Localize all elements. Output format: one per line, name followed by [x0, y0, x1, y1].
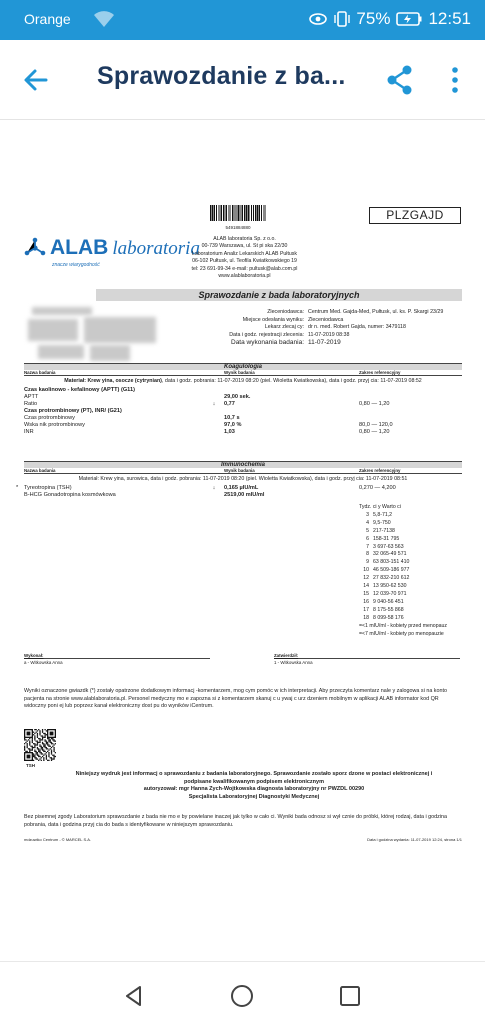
- meta-key: Miejsce odesłania wyniku:: [242, 316, 304, 323]
- hcg-range: 3 697-63 563: [373, 543, 404, 550]
- brand-tagline: znacze wiarygodność: [52, 262, 100, 268]
- result-row: [24, 394, 462, 401]
- meta-value: 11-07-2019 08:38: [308, 331, 350, 338]
- meta-key: Lekarz zlecaj cy:: [264, 324, 304, 331]
- meta-key: Data wykonania badania:: [231, 339, 304, 347]
- meta-row: [174, 317, 462, 324]
- result-value: 10,7 s: [224, 414, 240, 421]
- hcg-week: 4: [366, 519, 369, 526]
- test-name-text: Tyreotropina (TSH): [24, 484, 72, 491]
- hcg-ref-row: [359, 512, 462, 520]
- hcg-range: 13 950-62 530: [373, 583, 407, 590]
- signature-note-line: Niniejszy wydruk jest informacj o sprawozdaniu z badania laboratoryjnego. Sprawozdanie zostało sporz dzone w postaci elektronicznej i: [75, 771, 433, 777]
- wifi-icon: [93, 10, 115, 28]
- section-title: Immunochemia: [24, 461, 462, 468]
- page-title: Sprawozdanie z ba...: [97, 62, 346, 90]
- reference-range: 80,0 — 120,0: [359, 421, 393, 428]
- test-name: [16, 484, 204, 492]
- result-row: [24, 415, 462, 422]
- result-flag: [204, 429, 224, 436]
- coagulology-results: [24, 387, 462, 436]
- hcg-week: 16: [363, 598, 369, 605]
- hcg-range: 8 099-58 176: [373, 614, 404, 621]
- hcg-range: 9,5-750: [373, 519, 391, 526]
- hcg-range: 12 039-70 971: [373, 590, 407, 597]
- test-name: INR: [24, 428, 34, 435]
- alab-logo: [24, 235, 200, 279]
- result-flag: [204, 492, 224, 499]
- result-value: 29,00 sek.: [224, 393, 251, 400]
- result-row: [24, 429, 462, 436]
- hcg-week: 14: [363, 583, 369, 590]
- hcg-ref-row: [359, 551, 462, 559]
- result-flag: [204, 422, 224, 429]
- hcg-range: 9 040-56 451: [373, 598, 404, 605]
- arrow-back-icon[interactable]: [20, 64, 52, 96]
- reference-range: 0,80 — 1,20: [359, 428, 390, 435]
- hcg-ref-row: [359, 599, 462, 607]
- document-footer: mdzuwiko Centrum - © MARCEL S.A. Data i godzina wydania: 11-07-2019 12:24, strona 1/1: [24, 837, 462, 842]
- electronic-signature-note: [54, 771, 454, 802]
- status-bar: [0, 0, 485, 40]
- lab-info-line: ALAB laboratoria Sp. z o.o.: [213, 236, 276, 242]
- material-info: Materiał: Krew yina, surowica, data i godz. pobrania: 11-07-2019 08:20 (piel. Wioletta Kwiatkowska), data i godz. przyj cia: 11-07-2019 08:51: [78, 476, 408, 482]
- meta-row: [174, 324, 462, 331]
- share-icon[interactable]: [386, 64, 414, 96]
- more-vert-icon[interactable]: [445, 64, 465, 96]
- clock: 12:51: [428, 9, 471, 28]
- hcg-range: 63 803-151 410: [373, 559, 410, 566]
- test-name-text: B-HCG Gonadotropina kosmówkowa: [24, 491, 116, 498]
- nav-back-icon[interactable]: [122, 984, 146, 1008]
- section-immunochemistry: [16, 461, 462, 499]
- hcg-week: 6: [366, 535, 369, 542]
- hcg-week: 10: [363, 567, 369, 574]
- navigation-bar: [0, 961, 485, 1024]
- vibrate-icon: [334, 10, 350, 28]
- hcg-week: 8: [366, 551, 369, 558]
- hcg-week: 17: [363, 606, 369, 613]
- test-name: Czas protrombinowy: [24, 414, 75, 421]
- result-row: [24, 492, 462, 499]
- hcg-ref-row: [359, 591, 462, 599]
- alab-logo-icon: [24, 237, 46, 259]
- test-name: Ratio: [24, 400, 38, 407]
- hcg-reference-table: [359, 504, 462, 638]
- hcg-range: 32 065-49 571: [373, 551, 407, 558]
- reference-range: [359, 492, 462, 499]
- column-headers: Nazwa badania Wynik badania Zakres referencyjny: [24, 370, 462, 376]
- carrier-name: Orange: [24, 11, 71, 27]
- hcg-week: 3: [366, 511, 369, 518]
- hcg-ref-row: [359, 575, 462, 583]
- battery-percent: 75%: [356, 9, 391, 28]
- hcg-ref-row: [359, 583, 462, 591]
- signature-note-line: Specjalista Laboratoryjnej Diagnostyki Medycznej: [188, 794, 320, 801]
- signature-note-line: autoryzował: mgr Hanna Zych-Wojtkowska diagnosta laboratoryjny nr PWZDL 00290: [143, 786, 365, 793]
- section-title: Koagulologia: [24, 363, 462, 370]
- nav-home-icon[interactable]: [230, 984, 254, 1008]
- brand-name: ALAB laboratoria: [50, 236, 200, 259]
- result-value: 2519,00 mIU/ml: [224, 491, 265, 498]
- hcg-range: 217-7138: [373, 527, 395, 534]
- nav-recents-icon[interactable]: [338, 984, 362, 1008]
- report-title: Sprawozdanie z bada laboratoryjnych: [96, 289, 462, 301]
- meta-row: [174, 332, 462, 339]
- meta-value: 11-07-2019: [308, 339, 341, 347]
- reference-range: [359, 394, 462, 401]
- hcg-ref-row: [359, 528, 462, 536]
- material-info: Materiał: Krew yina, osocze (cytrynian), data i godz. pobrania: 11-07-2019 08:20 (piel. Wioletta Kwiatkowska), data i godz. przyj cia: 11-07-2019 08:52: [64, 378, 422, 384]
- patient-data-redacted: [28, 305, 163, 363]
- status-icons: [308, 9, 471, 29]
- result-value: 0,77: [224, 400, 235, 407]
- meta-key: Zleceniodawca:: [267, 309, 304, 315]
- hcg-week: 18: [363, 614, 369, 621]
- result-row: [24, 422, 462, 429]
- column-headers: Nazwa badania Wynik badania Zakres referencyjny: [24, 468, 462, 474]
- lab-info-line: 00-739 Warszawa, ul. St pi ska 22/30: [201, 243, 288, 250]
- comment-note: Wyniki oznaczone gwiazdk (*) zostały opatrzone dodatkowym informacj -komentarzem, mog cym pomóc w ich interpretacji. Aby przeczyta komentarz nale y zalogowa si na konto pacjenta na stronie www.alablaboratoria.pl. Personel medyczny mo e zapozna si z komentarzem skanuj c u ywaj c urz dzeniem mobilnym w aplikacji ALAB informator kod QR widoczny poni ej lub poprzez kanał elektroniczny dost pu do wyników iCentrum.: [24, 688, 447, 710]
- battery-charging-icon: [396, 11, 422, 27]
- meta-row: [174, 309, 462, 316]
- result-value: 1,03: [224, 428, 235, 435]
- hcg-ref-row: [359, 615, 462, 623]
- lab-info-line: 06-102 Pułtusk, ul. Teofila Kwiatkowskiego 19: [192, 258, 297, 265]
- result-flag: ↓: [212, 400, 216, 407]
- hcg-range: 5,8-71,2: [373, 511, 393, 518]
- test-name: [24, 492, 204, 499]
- result-row: [24, 401, 462, 408]
- reference-range: 0,80 — 1,20: [359, 400, 390, 407]
- signature-note-line: podpisane kwalifikowanym podpisem elektronicznym: [184, 778, 324, 785]
- test-name: Wska nik protrombinowy: [24, 421, 85, 428]
- hcg-note: =<1 mIU/ml - kobiety przed menopauz: [359, 622, 447, 629]
- hcg-ref-row: [359, 567, 462, 575]
- comment-marker: *: [16, 484, 19, 491]
- result-row: [16, 484, 462, 492]
- meta-key: Data i godz. rejestracji zlecenia:: [229, 331, 304, 338]
- lab-info: [172, 236, 317, 280]
- qr-label: TSH: [26, 763, 35, 768]
- reference-range: [359, 415, 462, 422]
- lab-info-line: Laboratorium Analiz Lekarskich ALAB Pułtusk: [192, 250, 297, 257]
- hcg-ref-row: [359, 607, 462, 615]
- hcg-ref-header: Tydz. ci y Warto ci: [359, 504, 401, 510]
- test-group-name: Czas kaolinowo - kefalinowy (APTT) (G11): [24, 386, 135, 393]
- result-value: 0,165 µIU/mL: [224, 484, 259, 491]
- immunochemistry-results: [16, 484, 462, 499]
- sample-code: PLZGAJD: [369, 207, 461, 224]
- hcg-week: 12: [363, 575, 369, 582]
- result-value: 97,0 %: [224, 421, 242, 428]
- lab-info-line: tel: 23 691-99-34 e-mail: pultusk@alab.com.pl: [191, 265, 298, 272]
- meta-value: Zleceniodawca: [308, 316, 344, 323]
- test-group-name: Czas protrombinowy (PT), INR/ (G21): [24, 407, 122, 414]
- barcode: [210, 205, 266, 229]
- hcg-range: 46 509-186 977: [373, 567, 410, 574]
- result-flag: [204, 394, 224, 401]
- result-flag: [204, 415, 224, 422]
- legal-note: Bez pisemnej zgody Laboratorium sprawozdanie z bada nie mo e by powielane inaczej jak tylko w cało ci. Wyniki bada odnosz si wył cznie do próbki, której rodzaj, data i godzina pobrania, data i godzina przyj cia do bada s identyfikowane w niniejszym sprawozdaniu.: [24, 814, 448, 828]
- lab-info-line: www.alablaboratoria.pl: [218, 272, 271, 279]
- meta-value: Centrum Med. Gajda-Med, Pułtusk, ul. ks. P. Skargi 23/29: [308, 309, 444, 315]
- hcg-week: 7: [366, 543, 369, 550]
- result-flag: ↓: [212, 484, 216, 491]
- hcg-note: =<7 mIU/ml - kobiety po menopauzie: [359, 630, 444, 637]
- hcg-ref-row: [359, 520, 462, 528]
- hcg-week: 5: [366, 527, 369, 534]
- reference-range: 0,270 — 4,200: [359, 484, 396, 491]
- document-viewer[interactable]: [0, 121, 485, 961]
- test-name: APTT: [24, 393, 39, 400]
- hcg-ref-row: [359, 536, 462, 544]
- order-meta: [174, 309, 462, 349]
- approved-by: Zatwierdził: 1 - Witkowska Anna: [274, 653, 460, 666]
- hcg-ref-row: [359, 559, 462, 567]
- hcg-ref-row: [359, 544, 462, 552]
- performed-by: Wykonał: a - Witkowska Anna: [24, 653, 210, 666]
- meta-value: dr n. med. Robert Gajda, numer: 3479118: [308, 324, 406, 331]
- barcode-graphic: [210, 205, 266, 221]
- qr-code[interactable]: [24, 729, 56, 761]
- hcg-week: 9: [366, 559, 369, 566]
- hcg-range: 8 175-55 868: [373, 606, 404, 613]
- hcg-range: 27 832-210 612: [373, 575, 410, 582]
- section-coagulology: [24, 363, 462, 436]
- eye-comfort-icon: [308, 11, 328, 27]
- hcg-range: 158-31 795: [373, 535, 400, 542]
- barcode-number: 5491884880: [225, 224, 251, 230]
- app-bar: [0, 40, 485, 120]
- hcg-week: 15: [363, 590, 369, 597]
- meta-row: [174, 339, 462, 347]
